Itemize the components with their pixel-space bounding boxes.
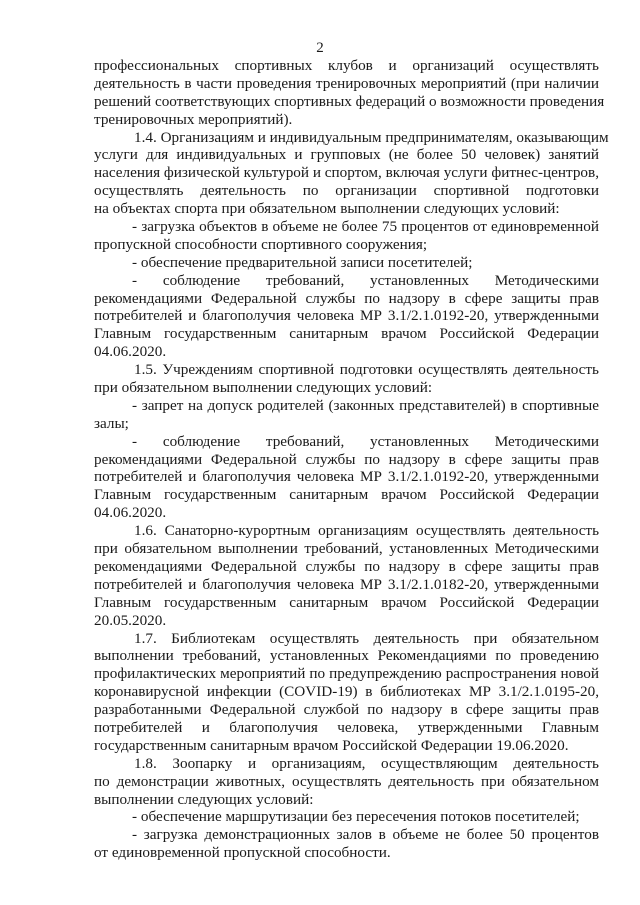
text-line: 1.5. Учреждениям спортивной подготовки осуществлять деятельность bbox=[134, 361, 599, 379]
text-line: 20.05.2020. bbox=[94, 611, 167, 629]
text-line: на объектах спорта при обязательном выполнении следующих условий: bbox=[94, 200, 560, 218]
text-line: разработанными Федеральной службой по надзору в сфере защиты прав bbox=[94, 701, 599, 719]
text-line: 1.4. Организациям и индивидуальным предпринимателям, оказывающим bbox=[134, 128, 609, 146]
text-line: государственным санитарным врачом Российской Федерации 19.06.2020. bbox=[94, 736, 569, 754]
paragraph-p-1-5 bbox=[94, 361, 599, 522]
text-line: рекомендациями Федеральной службы по надзору в сфере защиты прав bbox=[94, 289, 599, 307]
text-line: профессиональных спортивных клубов и организаций осуществлять bbox=[94, 57, 599, 74]
paragraph-p-1-8 bbox=[94, 755, 599, 862]
text-line: Главным государственным санитарным врачом Российской Федерации bbox=[94, 593, 599, 611]
text-line: рекомендациями Федеральной службы по надзору в сфере защиты прав bbox=[94, 557, 599, 575]
text-line: - соблюдение требований, установленных Методическими bbox=[132, 432, 599, 450]
text-line: выполнении требований, установленных Рекомендациями по проведению bbox=[94, 647, 599, 665]
text-line: потребителей и благополучия человека МР 3.1/2.1.0192-20, утвержденными bbox=[94, 307, 599, 325]
text-line: от единовременной пропускной способности. bbox=[94, 844, 391, 862]
text-line: по демонстрации животных, осуществлять деятельность при обязательном bbox=[94, 772, 599, 790]
text-line: потребителей и благополучия человека МР 3.1/2.1.0192-20, утвержденными bbox=[94, 468, 599, 486]
paragraph-p-1-4 bbox=[94, 128, 609, 362]
text-line: выполнении следующих условий: bbox=[94, 790, 314, 808]
text-line: решений соответствующих спортивных федераций о возможности проведения bbox=[94, 92, 605, 110]
text-line: 1.6. Санаторно-курортным организациям осуществлять деятельность bbox=[134, 522, 599, 540]
text-line: залы; bbox=[94, 414, 129, 432]
document-body bbox=[94, 57, 609, 862]
text-line: профилактических мероприятий по предупреждению распространения новой bbox=[94, 665, 599, 683]
text-line: деятельность в части проведения тренировочных мероприятий (при наличии bbox=[94, 74, 599, 92]
text-line: потребителей и благополучия человека, утвержденными Главным bbox=[94, 718, 599, 736]
text-line: 04.06.2020. bbox=[94, 504, 167, 522]
paragraph-p-cont bbox=[94, 57, 605, 129]
text-line: при обязательном выполнении следующих условий: bbox=[94, 379, 433, 397]
text-line: 1.8. Зоопарку и организациям, осуществляющим деятельность bbox=[134, 754, 599, 772]
text-line: 1.7. Библиотекам осуществлять деятельность при обязательном bbox=[134, 629, 599, 647]
paragraph-p-1-6 bbox=[94, 522, 599, 629]
text-line: - соблюдение требований, установленных Методическими bbox=[132, 271, 599, 289]
page-number: 2 bbox=[316, 40, 324, 56]
text-line: услуги для индивидуальных и групповых (не более 50 человек) занятий bbox=[94, 146, 599, 164]
paragraph-p-1-7 bbox=[94, 630, 599, 755]
text-line: коронавирусной инфекции (COVID-19) в библиотеках МР 3.1/2.1.0195-20, bbox=[94, 683, 599, 701]
text-line: при обязательном выполнении требований, установленных Методическими bbox=[94, 540, 599, 558]
text-line: населения физической культурой и спортом, включая услуги фитнес-центров, bbox=[94, 164, 599, 182]
text-line: тренировочных мероприятий). bbox=[94, 110, 293, 128]
text-line: 04.06.2020. bbox=[94, 343, 167, 361]
text-line: - обеспечение маршрутизации без пересечения потоков посетителей; bbox=[132, 808, 580, 826]
text-line: потребителей и благополучия человека МР 3.1/2.1.0182-20, утвержденными bbox=[94, 575, 599, 593]
text-line: - загрузка демонстрационных залов в объеме не более 50 процентов bbox=[132, 826, 599, 844]
text-line: Главным государственным санитарным врачом Российской Федерации bbox=[94, 486, 599, 504]
text-line: пропускной способности спортивного сооружения; bbox=[94, 235, 428, 253]
text-line: - загрузка объектов в объеме не более 75 процентов от единовременной bbox=[132, 218, 599, 236]
text-line: Главным государственным санитарным врачом Российской Федерации bbox=[94, 325, 599, 343]
text-line: рекомендациями Федеральной службы по надзору в сфере защиты прав bbox=[94, 450, 599, 468]
text-line: - обеспечение предварительной записи посетителей; bbox=[132, 253, 473, 271]
text-line: осуществлять деятельность по организации спортивной подготовки bbox=[94, 182, 599, 200]
text-line: - запрет на допуск родителей (законных представителей) в спортивные bbox=[132, 396, 599, 414]
